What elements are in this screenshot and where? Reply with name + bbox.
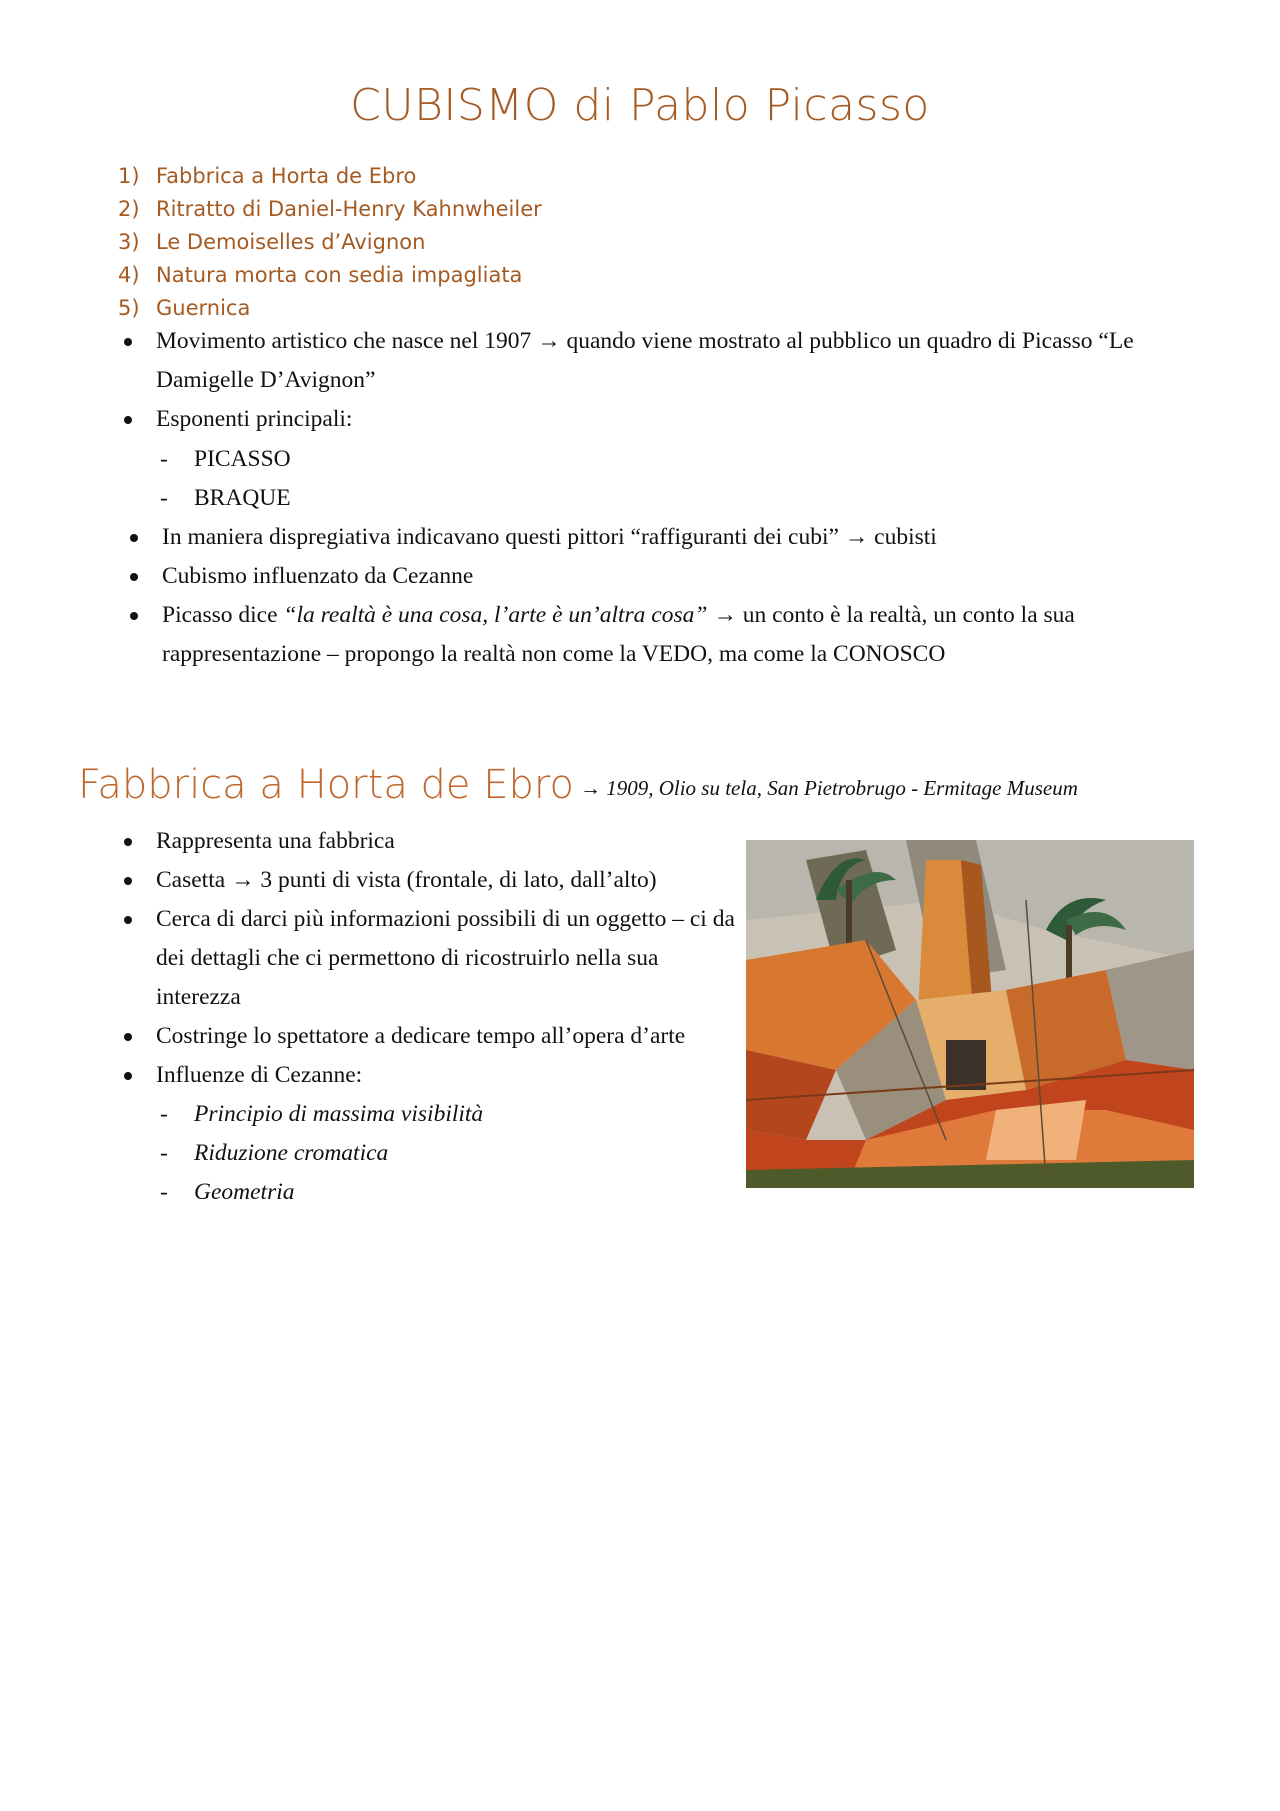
section-bullet-2: Casetta → 3 punti di vista (frontale, di lato, dall’alto) <box>156 867 657 893</box>
list-item <box>118 861 738 900</box>
list-item <box>118 1173 738 1212</box>
section-bullet-3: Cerca di darci più informazioni possibili di un oggetto – ci da dei dettagli che ci permettono di ricostruirlo nella sua interezza <box>156 906 735 1010</box>
list-item <box>118 1056 738 1095</box>
toc-item <box>118 259 542 292</box>
toc-label: Ritratto di Daniel-Henry Kahnwheiler <box>156 197 542 221</box>
intro-bullet-4: Cubismo influenzato da Cezanne <box>162 563 474 589</box>
dash-marker: - <box>160 446 168 472</box>
exponent-name: PICASSO <box>194 446 291 472</box>
exponent-name: BRAQUE <box>194 485 291 511</box>
intro-bullet-3: In maniera dispregiativa indicavano questi pittori “raffiguranti dei cubi” → cubisti <box>162 524 937 550</box>
cezanne-influence: Principio di massima visibilità <box>194 1101 484 1127</box>
list-item <box>118 557 1198 596</box>
cubist-factory-painting <box>746 840 1194 1188</box>
bullet-icon <box>124 416 132 424</box>
list-item <box>118 1134 738 1173</box>
page-title: CUBISMO di Pablo Picasso <box>350 80 930 131</box>
intro-bullet-5-pre: Picasso dice <box>162 602 284 628</box>
list-item <box>118 900 738 1017</box>
section-bullet-5: Influenze di Cezanne: <box>156 1062 363 1088</box>
toc-item <box>118 292 542 325</box>
bullet-icon <box>130 573 138 581</box>
toc-number: 3) <box>118 230 140 254</box>
toc-number: 4) <box>118 263 140 287</box>
list-item <box>118 322 1198 400</box>
intro-bullets-2 <box>118 518 1198 674</box>
section-bullet-4: Costringe lo spettatore a dedicare tempo all’opera d’arte <box>156 1023 686 1049</box>
section-title: Fabbrica a Horta de Ebro <box>78 762 574 808</box>
bullet-icon <box>124 1072 132 1080</box>
bullet-icon <box>130 612 138 620</box>
toc-label: Guernica <box>156 296 251 320</box>
toc-number: 5) <box>118 296 140 320</box>
section-meta: → 1909, Olio su tela, San Pietrobrugo - Ermitage Museum <box>579 776 1078 800</box>
dash-marker: - <box>160 1101 168 1127</box>
toc-number: 2) <box>118 197 140 221</box>
section-bullets <box>118 822 738 1212</box>
painting-image <box>746 840 1194 1188</box>
intro-bullet-1: Movimento artistico che nasce nel 1907 → quando viene mostrato al pubblico un quadro di Picasso “Le Damigelle D’Avignon” <box>156 328 1134 393</box>
list-item <box>118 440 291 479</box>
list-item <box>118 1095 738 1134</box>
section-heading <box>78 762 1078 808</box>
list-item <box>118 822 738 861</box>
bullet-icon <box>124 338 132 346</box>
bullet-icon <box>124 877 132 885</box>
bullet-icon <box>124 1033 132 1041</box>
exponents-list <box>118 440 291 518</box>
toc-number: 1) <box>118 164 140 188</box>
list-item <box>118 518 1198 557</box>
cezanne-influence: Geometria <box>194 1179 295 1205</box>
toc-item <box>118 193 542 226</box>
bullet-icon <box>124 916 132 924</box>
table-of-contents <box>118 160 542 325</box>
intro-bullet-5-post: → un conto è la realtà, un conto la sua rappresentazione – propongo la realtà non come la VEDO, ma come la CONOSCO <box>162 602 1075 667</box>
toc-item <box>118 226 542 259</box>
section-bullet-1: Rappresenta una fabbrica <box>156 828 395 854</box>
cezanne-influence: Riduzione cromatica <box>194 1140 389 1166</box>
bullet-icon <box>130 534 138 542</box>
dash-marker: - <box>160 485 168 511</box>
list-item <box>118 1017 738 1056</box>
dash-marker: - <box>160 1179 168 1205</box>
intro-bullet-2: Esponenti principali: <box>156 406 353 432</box>
toc-label: Le Demoiselles d’Avignon <box>156 230 426 254</box>
toc-label: Fabbrica a Horta de Ebro <box>156 164 417 188</box>
toc-label: Natura morta con sedia impagliata <box>156 263 523 287</box>
bullet-icon <box>124 838 132 846</box>
toc-item <box>118 160 542 193</box>
list-item <box>118 400 1198 439</box>
list-item <box>118 596 1198 674</box>
intro-quote: “la realtà è una cosa, l’arte è un’altra cosa” <box>283 602 708 628</box>
dash-marker: - <box>160 1140 168 1166</box>
list-item <box>118 479 291 518</box>
intro-bullets <box>118 322 1198 439</box>
